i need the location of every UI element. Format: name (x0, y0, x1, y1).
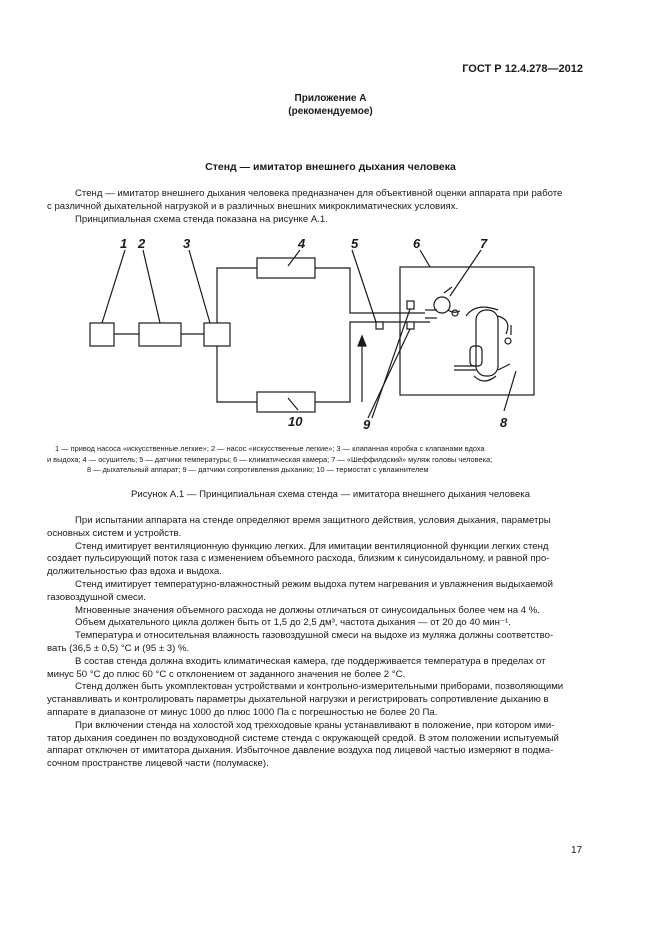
intro-paragraph (47, 188, 587, 226)
legend-line: 1 — привод насоса «искусственные легкие»; 2 — насос «искусственные легкие»; 3 — клапанная коробка с клапанами вдоха (55, 444, 485, 453)
body-line: Температура и относительная влажность газовоздушной смеси на выдохе из муляжа должны соответство- (75, 630, 554, 642)
body-line: татор дыхания соединен по воздуховодной системе стенда с окружающей средой. В этом положении испытуемый (47, 732, 559, 744)
diagram-label: 2 (138, 236, 146, 251)
diagram-label: 5 (351, 236, 359, 251)
page-number: 17 (571, 845, 583, 856)
intro-line: с различной дыхательной нагрузкой и в различных внешних микроклиматических условиях. (47, 200, 459, 212)
figure-caption: Рисунок А.1 — Принципиальная схема стенда — имитатора внешнего дыхания человека (130, 489, 531, 500)
body-line: Стенд имитирует температурно-влажностный режим выдоха путем нагревания и увлажнения выдыхаемой (75, 578, 553, 590)
intro-line: Принципиальная схема стенда показана на рисунке А.1. (75, 213, 328, 225)
body-line: минус 50 °С до плюс 60 °С с отклонением от заданного значения не более 2 °С. (47, 668, 406, 680)
diagram-labels (120, 236, 508, 432)
legend-line: и выдоха; 4 — осушитель; 5 — датчики температуры; 6 — климатическая камера; 7 — «Шеффилдский» муляж головы человека; (47, 454, 493, 464)
appendix-title: Приложение А (294, 93, 367, 104)
body-line: создает пульсирующий поток газа с изменением объемного расхода, близким к синусоидальному, и равной про- (47, 553, 550, 565)
diagram-label: 7 (480, 236, 488, 251)
body-text (47, 515, 587, 771)
body-line: должительностью фаз вдоха и выдоха. (47, 566, 222, 578)
diagram-label: 6 (413, 236, 421, 251)
body-line: сочном пространстве лицевой части (полумаске). (47, 758, 269, 770)
body-line: В состав стенда должна входить климатическая камера, где поддерживается температура в пределах от (75, 655, 546, 667)
valve-box (204, 323, 230, 346)
climate-chamber-box (400, 267, 534, 395)
intro-line: Стенд — имитатор внешнего дыхания человека предназначен для объективной оценки аппарата при работе (75, 188, 563, 199)
body-line: Стенд имитирует вентиляционную функцию легких. Для имитации вентиляционной функции легких стенд (75, 540, 549, 552)
dryer-box (257, 258, 315, 278)
body-line: Мгновенные значения объемного расхода не должны отличаться от синусоидальных более чем на 4 %. (75, 604, 540, 616)
schematic-diagram (0, 230, 661, 440)
diagram-label: 1 (120, 236, 128, 251)
body-line: газовоздушной смеси. (47, 591, 146, 603)
body-line: Стенд должен быть укомплектован устройствами и контрольно-измерительными приборами, позволяющими (75, 681, 564, 693)
diagram-label: 8 (500, 415, 508, 430)
thermostat-box (257, 392, 315, 412)
section-title: Стенд — имитатор внешнего дыхания человека (205, 161, 456, 173)
figure-legend (47, 444, 587, 476)
body-line: При включении стенда на холостой ход трехходовые краны устанавливают в положение, при котором ими- (75, 719, 555, 731)
diagram-label: 3 (183, 236, 191, 251)
pump-box (139, 323, 181, 346)
body-line: устанавливать и контролировать параметры дыхательной нагрузки и регистрировать сопротивление дыханию в (47, 694, 549, 706)
body-line: основных систем и устройств. (47, 527, 182, 539)
body-line: При испытании аппарата на стенде определяют время защитного действия, условия дыхания, параметры (75, 515, 551, 526)
body-line: аппарате в диапазоне от минус 1000 до плюс 1000 Па с погрешностью не более 20 Па. (47, 706, 438, 718)
body-line: Объем дыхательного цикла должен быть от 1,5 до 2,5 дм³, частота дыхания — от 20 до 40 мин⁻¹. (75, 617, 511, 629)
diagram-label: 9 (363, 417, 371, 432)
appendix-subtitle: (рекомендуемое) (288, 106, 373, 117)
body-line: вать (36,5 ± 0,5) °С и (95 ± 3) %. (47, 642, 190, 654)
diagram-label: 10 (288, 414, 303, 429)
body-line: аппарат отключен от имитатора дыхания. Избыточное давление воздуха под лицевой частью измеряют в подма- (47, 745, 554, 757)
appendix-heading (0, 92, 661, 118)
diagram-label: 4 (298, 236, 306, 251)
legend-line: 8 — дыхательный аппарат; 9 — датчики сопротивления дыханию; 10 — термостат с увлажнителем (87, 465, 429, 475)
standard-number: ГОСТ Р 12.4.278—2012 (462, 63, 583, 75)
pump-drive-box (90, 323, 114, 346)
